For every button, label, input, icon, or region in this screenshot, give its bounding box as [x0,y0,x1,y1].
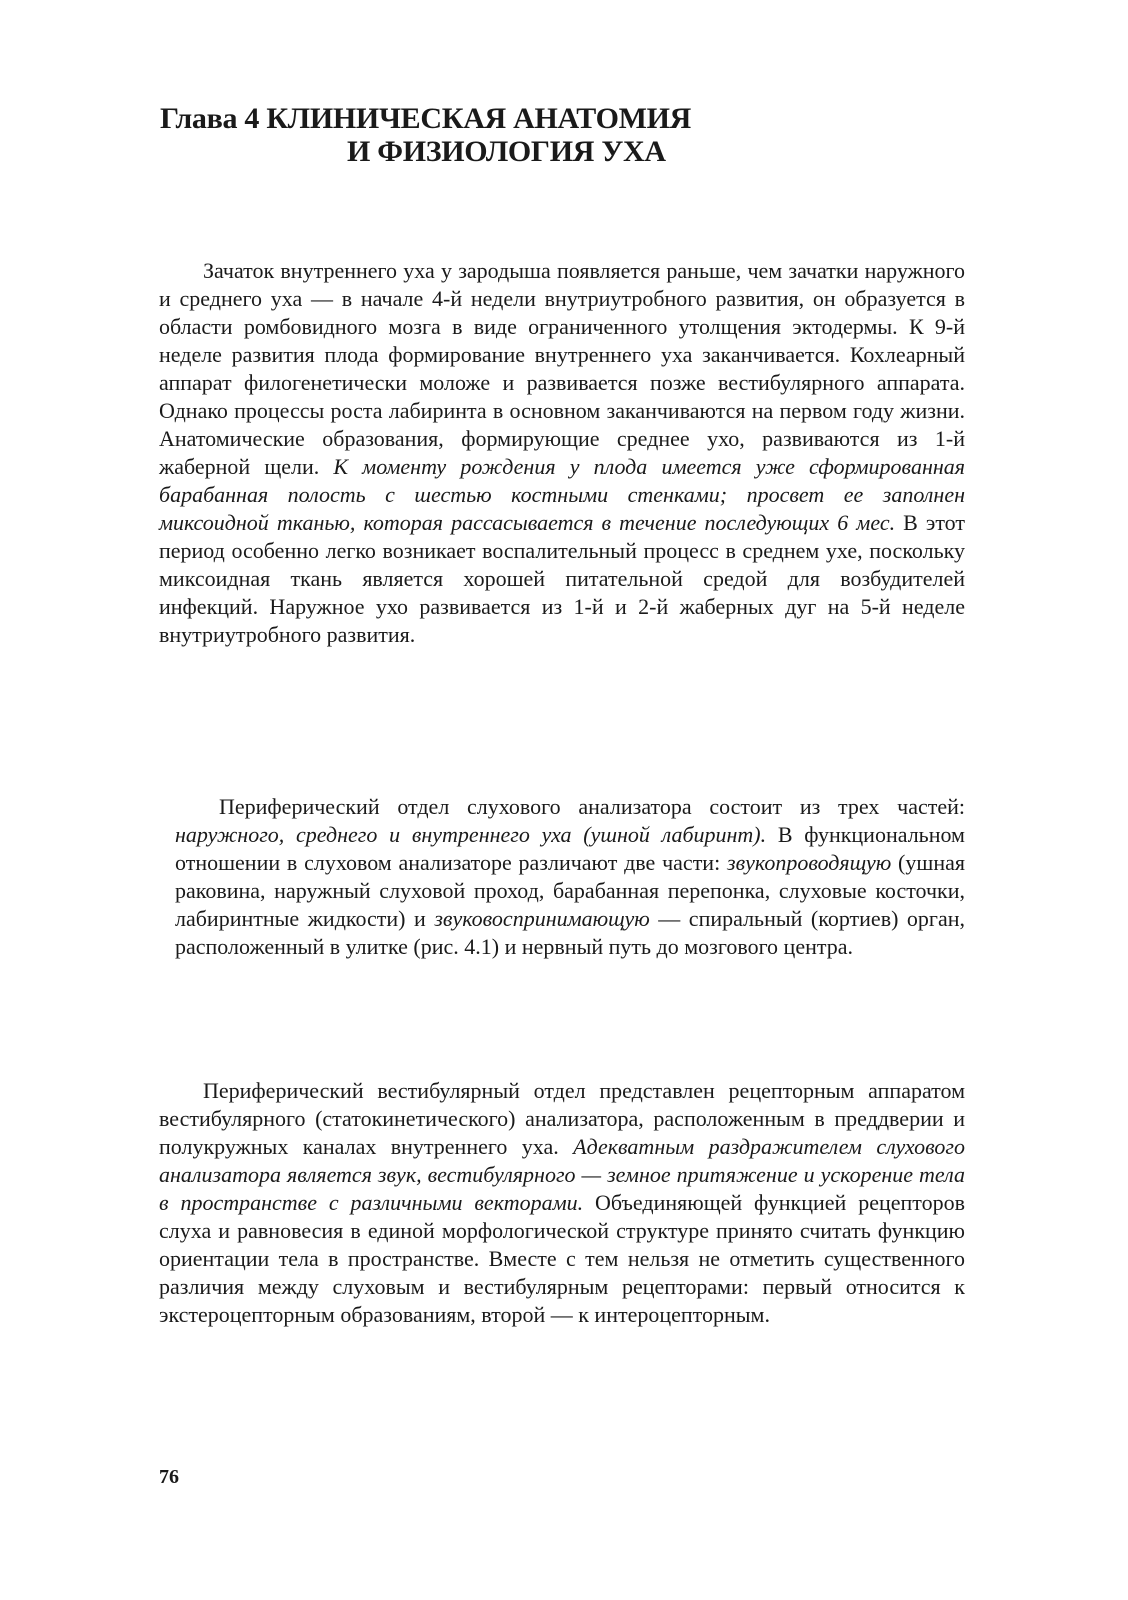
paragraph-text: Периферический вестибулярный отдел представлен рецепторным аппаратом вестибулярного (статокинетического) анализатора, расположенным в преддверии и полукружных каналах внутреннего уха. [159,1078,965,1159]
paragraph-emphasis: Адекватным раздражителем слухового анализатора является звук, вестибулярного — земное притяжение и ускорение тела в пространстве с различными векторами. [159,1134,965,1215]
paragraph-text: Объединяющей функцией рецепторов слуха и равновесия в единой морфологической структуре принято считать функцию ориентации тела в пространстве. Вместе с тем нельзя не отметить существенного различия между слуховым и вестибулярным рецепторами: первый относится к экстероцепторным образованиям, второй — к интероцепторным. [159,1190,965,1327]
paragraph-text: Зачаток внутреннего уха у зародыша появляется раньше, чем зачатки наружного и среднего уха — в начале 4-й недели внутриутробного развития, он образуется в области ромбовидного мозга в виде ограниченного утолщения эктодермы. К 9-й неделе развития плода формирование внутреннего уха заканчивается. Кохлеарный аппарат филогенетически моложе и развивается позже вестибулярного аппарата. Однако процессы роста лабиринта в основном заканчиваются на первом году жизни. Анатомические образования, формирующие среднее ухо, развиваются из 1-й жаберной щели. [159,258,965,479]
page-number: 76 [159,1466,179,1488]
paragraph-emphasis: звуковоспринимающую [434,906,650,931]
paragraph-text: (ушная раковина, наружный слуховой проход, барабанная перепонка, слуховые косточки, лабиринтные жидкости) и [175,850,965,931]
chapter-title [160,102,691,168]
paragraph-text: — спиральный (кортиев) орган, расположенный в улитке (рис. 4.1) и нервный путь до мозгового центра. [175,906,965,959]
paragraph-auditory-analyzer [175,793,965,961]
paragraph-text: В функциональном отношении в слуховом анализаторе различают две части: [175,822,965,875]
paragraph-emphasis: К моменту рождения у плода имеется уже сформированная барабанная полость с шестью костными стенками; просвет ее заполнен миксоидной тканью, которая рассасывается в течение последующих 6 мес. [159,454,965,535]
paragraph-vestibular [159,1077,965,1329]
paragraph-emphasis: звукопроводящую [726,850,892,875]
paragraph-emphasis: наружного, среднего и внутреннего уха (ушной лабиринт). [175,822,767,847]
chapter-title-line-2: И ФИЗИОЛОГИЯ УХА [347,135,666,168]
paragraph-text: Периферический отдел слухового анализатора состоит из трех частей: [219,794,965,819]
paragraph-embryology [159,257,965,649]
paragraph-text: В этот период особенно легко возникает воспалительный процесс в среднем ухе, поскольку миксоидная ткань является хорошей питательной средой для возбудителей инфекций. Наружное ухо развивается из 1-й и 2-й жаберных дуг на 5-й неделе внутриутробного развития. [159,510,966,647]
chapter-title-line-1: Глава 4 КЛИНИЧЕСКАЯ АНАТОМИЯ [160,102,692,135]
